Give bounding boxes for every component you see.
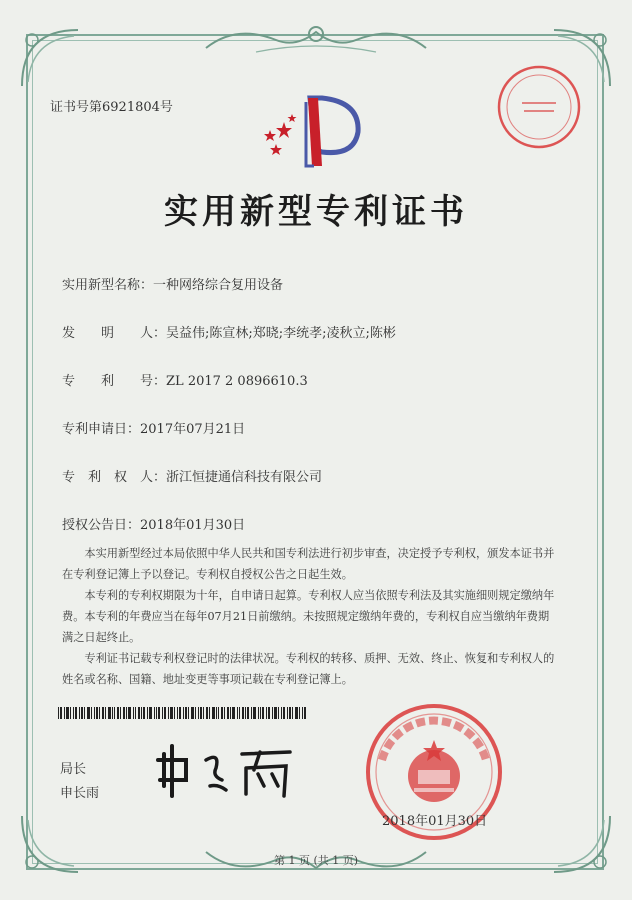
body-paragraph: 专利证书记载专利权登记时的法律状况。专利权的转移、质押、无效、终止、恢复和专利权人的姓名或名称、国籍、地址变更等事项记载在专利登记簿上。 <box>62 652 555 686</box>
top-ornament-icon <box>196 22 436 58</box>
seal-date: 2018年01月30日 <box>382 814 488 829</box>
field-label: 专利申请日： <box>62 422 141 437</box>
patent-office-logo-icon <box>262 92 372 168</box>
field-value: 一种网络综合复用设备 <box>153 278 284 293</box>
field-label: 发 明 人： <box>62 326 167 341</box>
body-paragraph: 本实用新型经过本局依照中华人民共和国专利法进行初步审查，决定授予专利权，颁发本证书并在专利登记簿上予以登记。专利权自授权公告之日起生效。 <box>62 547 555 581</box>
field-value: 2017年07月21日 <box>140 422 246 437</box>
certificate-body <box>62 543 558 690</box>
field-grant-date <box>62 514 245 533</box>
field-application-date <box>62 418 245 437</box>
certificate-number: 证书号第6921804号 <box>50 100 173 115</box>
signatory-name: 申长雨 <box>60 786 100 801</box>
field-patent-number <box>62 370 308 389</box>
field-value: 吴益伟;陈宣林;郑晓;李统孝;凌秋立;陈彬 <box>166 326 396 341</box>
page-number: 第 1 页 (共 1 页) <box>273 854 359 867</box>
field-value: ZL 2017 2 0896610.3 <box>166 374 308 389</box>
field-value: 2018年01月30日 <box>140 518 246 533</box>
field-inventors <box>62 322 396 341</box>
printing-seal-icon <box>494 62 584 152</box>
certificate-title: 实用新型专利证书 <box>164 192 468 232</box>
body-paragraph: 本专利的专利权期限为十年，自申请日起算。专利权人应当依照专利法及其实施细则规定缴纳年费。本专利的年费应当在每年07月21日前缴纳。未按照规定缴纳年费的，专利权自应当缴纳年费期满之日起终止。 <box>62 589 555 644</box>
field-utility-model-name <box>62 274 283 293</box>
field-label: 专 利 权 人： <box>62 470 167 485</box>
field-patentee <box>62 466 322 485</box>
field-label: 实用新型名称： <box>62 278 154 293</box>
field-label: 授权公告日： <box>62 518 141 533</box>
field-value: 浙江恒捷通信科技有限公司 <box>166 470 323 485</box>
handwritten-signature-icon <box>150 740 300 800</box>
signatory-position: 局长 <box>60 762 87 777</box>
barcode-icon <box>58 707 308 719</box>
corner-ornament-icon <box>18 26 82 90</box>
field-label: 专 利 号： <box>62 374 167 389</box>
